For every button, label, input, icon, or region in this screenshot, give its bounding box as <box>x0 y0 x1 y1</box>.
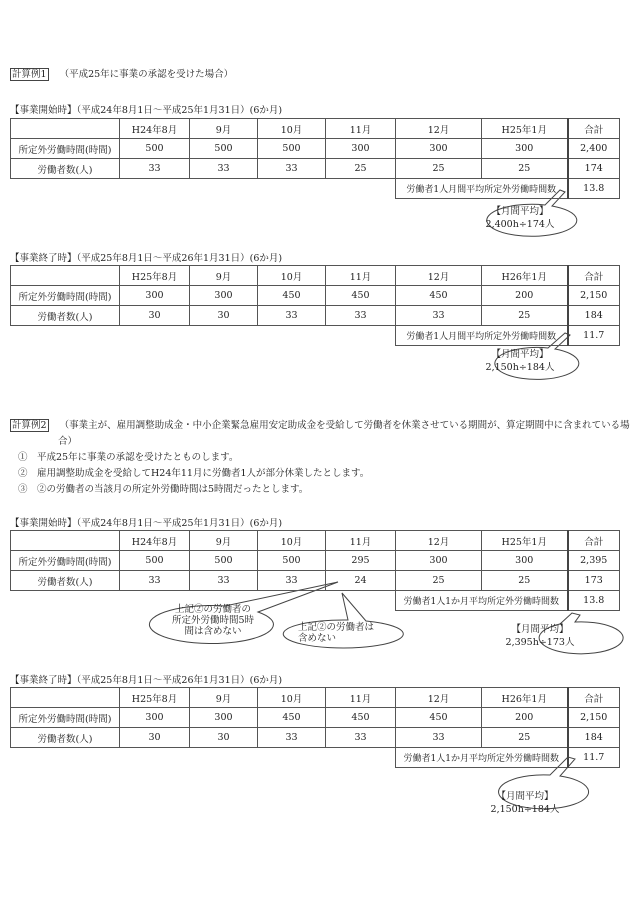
average-value: 13.8 <box>568 591 620 611</box>
month-header: 11月 <box>326 688 396 708</box>
total-cell: 174 <box>568 159 620 179</box>
value-cell: 300 <box>482 139 568 159</box>
average-row <box>11 748 620 768</box>
month-header: 10月 <box>258 688 326 708</box>
callout-worker-excluded <box>298 622 410 644</box>
empty-cell <box>11 591 120 611</box>
average-label: 労働者1人1か月平均所定外労働時間数 <box>396 748 568 768</box>
ex2-start-heading: 【事業開始時】（平成24年8月1日～平成25年1月31日）(6か月) <box>10 518 283 529</box>
ex2-end-heading: 【事業終了時】（平成25年8月1日～平成26年1月31日）(6か月) <box>10 675 283 686</box>
corner-cell <box>11 119 120 139</box>
row-label: 労働者数(人) <box>11 571 120 591</box>
header-row <box>11 266 620 286</box>
balloon-title: 【月間平均】 <box>491 206 549 217</box>
table-row <box>11 286 620 306</box>
month-header: 9月 <box>190 688 258 708</box>
value-cell: 25 <box>482 728 568 748</box>
total-cell: 2,150 <box>568 286 620 306</box>
month-header: H25年8月 <box>120 688 190 708</box>
month-header: 9月 <box>190 531 258 551</box>
callout-line: 上記②の労働者は <box>298 622 375 633</box>
row-label: 所定外労働時間(時間) <box>11 708 120 728</box>
empty-cell <box>120 326 190 346</box>
ex1-end-heading: 【事業終了時】（平成25年8月1日～平成26年1月31日）(6か月) <box>10 253 283 264</box>
example2-label: 計算例2 <box>12 420 47 431</box>
value-cell: 30 <box>190 728 258 748</box>
value-cell: 33 <box>190 571 258 591</box>
value-cell: 300 <box>396 551 482 571</box>
month-header: H25年8月 <box>120 266 190 286</box>
value-cell: 30 <box>120 306 190 326</box>
empty-cell <box>190 748 258 768</box>
table-row <box>11 708 620 728</box>
table-row <box>11 551 620 571</box>
month-header: 12月 <box>396 119 482 139</box>
callout-line: 間は含めない <box>184 626 242 637</box>
total-cell: 184 <box>568 306 620 326</box>
ex1-start-table <box>10 118 620 199</box>
average-value: 11.7 <box>568 326 620 346</box>
balloon-title: 【月間平均】 <box>511 624 569 635</box>
empty-cell <box>326 748 396 768</box>
value-cell: 33 <box>258 306 326 326</box>
note-item: ③ ②の労働者の当該月の所定外労働時間は5時間だったとします。 <box>18 484 309 495</box>
value-cell: 450 <box>326 286 396 306</box>
value-cell: 33 <box>326 728 396 748</box>
average-value: 13.8 <box>568 179 620 199</box>
value-cell: 450 <box>258 286 326 306</box>
average-label: 労働者1人月間平均所定外労働時間数 <box>396 326 568 346</box>
value-cell: 500 <box>120 551 190 571</box>
value-cell: 300 <box>482 551 568 571</box>
total-header: 合計 <box>568 266 620 286</box>
value-cell: 300 <box>190 286 258 306</box>
value-cell: 25 <box>326 159 396 179</box>
balloon-formula: 2,400h÷174人 <box>485 219 555 230</box>
header-row <box>11 531 620 551</box>
empty-cell <box>258 179 326 199</box>
example1-header <box>10 66 233 80</box>
value-cell: 300 <box>326 139 396 159</box>
value-cell: 500 <box>190 139 258 159</box>
corner-cell <box>11 266 120 286</box>
total-cell: 173 <box>568 571 620 591</box>
month-header: 10月 <box>258 266 326 286</box>
month-header: 12月 <box>396 531 482 551</box>
empty-cell <box>326 179 396 199</box>
row-label: 労働者数(人) <box>11 306 120 326</box>
note-item: ① 平成25年に事業の承認を受けたとものします。 <box>18 452 239 463</box>
header-row <box>11 688 620 708</box>
value-cell: 25 <box>482 159 568 179</box>
balloon-formula: 2,150h÷184人 <box>490 804 560 815</box>
header-row <box>11 119 620 139</box>
value-cell: 25 <box>482 571 568 591</box>
corner-cell <box>11 688 120 708</box>
corner-cell <box>11 531 120 551</box>
value-cell: 33 <box>258 571 326 591</box>
total-cell: 2,150 <box>568 708 620 728</box>
callout-line: 含めない <box>298 633 337 644</box>
month-header: 10月 <box>258 119 326 139</box>
example2-description-cont: 合） <box>58 436 78 447</box>
month-header: H24年8月 <box>120 531 190 551</box>
value-cell: 33 <box>120 159 190 179</box>
month-header: 9月 <box>190 119 258 139</box>
value-cell: 500 <box>190 551 258 571</box>
table-row <box>11 571 620 591</box>
callout-line: 上記②の労働者の <box>174 604 251 615</box>
value-cell: 33 <box>396 306 482 326</box>
value-cell: 30 <box>190 306 258 326</box>
example1-description: （平成25年に事業の承認を受けた場合） <box>59 69 234 80</box>
table-row <box>11 159 620 179</box>
month-header: H24年8月 <box>120 119 190 139</box>
month-header: 12月 <box>396 266 482 286</box>
table-row <box>11 139 620 159</box>
ex2-start-average-balloon <box>490 623 590 649</box>
table-row <box>11 728 620 748</box>
empty-cell <box>120 179 190 199</box>
note-item: ② 雇用調整助成金を受給してH24年11月に労働者1人が部分休業したとします。 <box>18 468 370 479</box>
empty-cell <box>258 748 326 768</box>
ex2-start-table <box>10 530 620 611</box>
value-cell: 33 <box>396 728 482 748</box>
empty-cell <box>190 326 258 346</box>
value-cell: 300 <box>190 708 258 728</box>
row-label: 労働者数(人) <box>11 159 120 179</box>
value-cell: 33 <box>258 159 326 179</box>
empty-cell <box>326 591 396 611</box>
ex2-end-average-balloon <box>475 790 575 816</box>
value-cell: 25 <box>396 571 482 591</box>
row-label: 所定外労働時間(時間) <box>11 551 120 571</box>
month-header: H25年1月 <box>482 531 568 551</box>
empty-cell <box>11 326 120 346</box>
ex1-end-average-balloon <box>470 348 570 374</box>
ex1-start-heading: 【事業開始時】（平成24年8月1日～平成25年1月31日）(6か月) <box>10 105 283 116</box>
month-header: H26年1月 <box>482 266 568 286</box>
value-cell: 30 <box>120 728 190 748</box>
value-cell: 300 <box>396 139 482 159</box>
value-cell: 450 <box>396 286 482 306</box>
callout-hours-excluded <box>152 604 274 637</box>
average-value: 11.7 <box>568 748 620 768</box>
value-cell: 25 <box>396 159 482 179</box>
callout-line: 所定外労働時間5時 <box>171 615 255 626</box>
balloon-formula: 2,150h÷184人 <box>485 362 555 373</box>
empty-cell <box>326 326 396 346</box>
value-cell: 500 <box>258 551 326 571</box>
empty-cell <box>11 179 120 199</box>
empty-cell <box>120 748 190 768</box>
balloon-title: 【月間平均】 <box>496 791 554 802</box>
total-header: 合計 <box>568 531 620 551</box>
ex2-end-table <box>10 687 620 768</box>
value-cell: 450 <box>326 708 396 728</box>
average-row <box>11 179 620 199</box>
month-header: H25年1月 <box>482 119 568 139</box>
value-cell: 500 <box>120 139 190 159</box>
value-cell: 24 <box>326 571 396 591</box>
month-header: 11月 <box>326 531 396 551</box>
ex1-end-table <box>10 265 620 346</box>
value-cell: 450 <box>258 708 326 728</box>
value-cell: 33 <box>258 728 326 748</box>
example2-description: （事業主が、雇用調整助成金・中小企業緊急雇用安定助成金を受給して労働者を休業させている期間が、算定期間中に含まれている場 <box>59 420 630 431</box>
balloon-formula: 2,395h÷173人 <box>505 637 575 648</box>
empty-cell <box>258 326 326 346</box>
value-cell: 33 <box>326 306 396 326</box>
ex1-start-average-balloon <box>470 205 570 231</box>
total-cell: 2,400 <box>568 139 620 159</box>
balloon-title: 【月間平均】 <box>491 349 549 360</box>
average-label: 労働者1人月間平均所定外労働時間数 <box>396 179 568 199</box>
empty-cell <box>11 748 120 768</box>
value-cell: 33 <box>120 571 190 591</box>
month-header: 11月 <box>326 119 396 139</box>
value-cell: 300 <box>120 708 190 728</box>
row-label: 所定外労働時間(時間) <box>11 286 120 306</box>
row-label: 労働者数(人) <box>11 728 120 748</box>
empty-cell <box>190 179 258 199</box>
month-header: 9月 <box>190 266 258 286</box>
month-header: 10月 <box>258 531 326 551</box>
row-label: 所定外労働時間(時間) <box>11 139 120 159</box>
value-cell: 33 <box>190 159 258 179</box>
month-header: 11月 <box>326 266 396 286</box>
value-cell: 300 <box>120 286 190 306</box>
total-cell: 2,395 <box>568 551 620 571</box>
table-row <box>11 306 620 326</box>
example2-header <box>10 417 630 431</box>
total-header: 合計 <box>568 119 620 139</box>
average-label: 労働者1人1か月平均所定外労働時間数 <box>396 591 568 611</box>
average-row <box>11 326 620 346</box>
value-cell: 200 <box>482 708 568 728</box>
value-cell: 450 <box>396 708 482 728</box>
month-header: H26年1月 <box>482 688 568 708</box>
example1-label: 計算例1 <box>12 69 47 80</box>
month-header: 12月 <box>396 688 482 708</box>
value-cell: 25 <box>482 306 568 326</box>
average-row <box>11 591 620 611</box>
value-cell: 295 <box>326 551 396 571</box>
value-cell: 200 <box>482 286 568 306</box>
total-cell: 184 <box>568 728 620 748</box>
total-header: 合計 <box>568 688 620 708</box>
value-cell: 500 <box>258 139 326 159</box>
